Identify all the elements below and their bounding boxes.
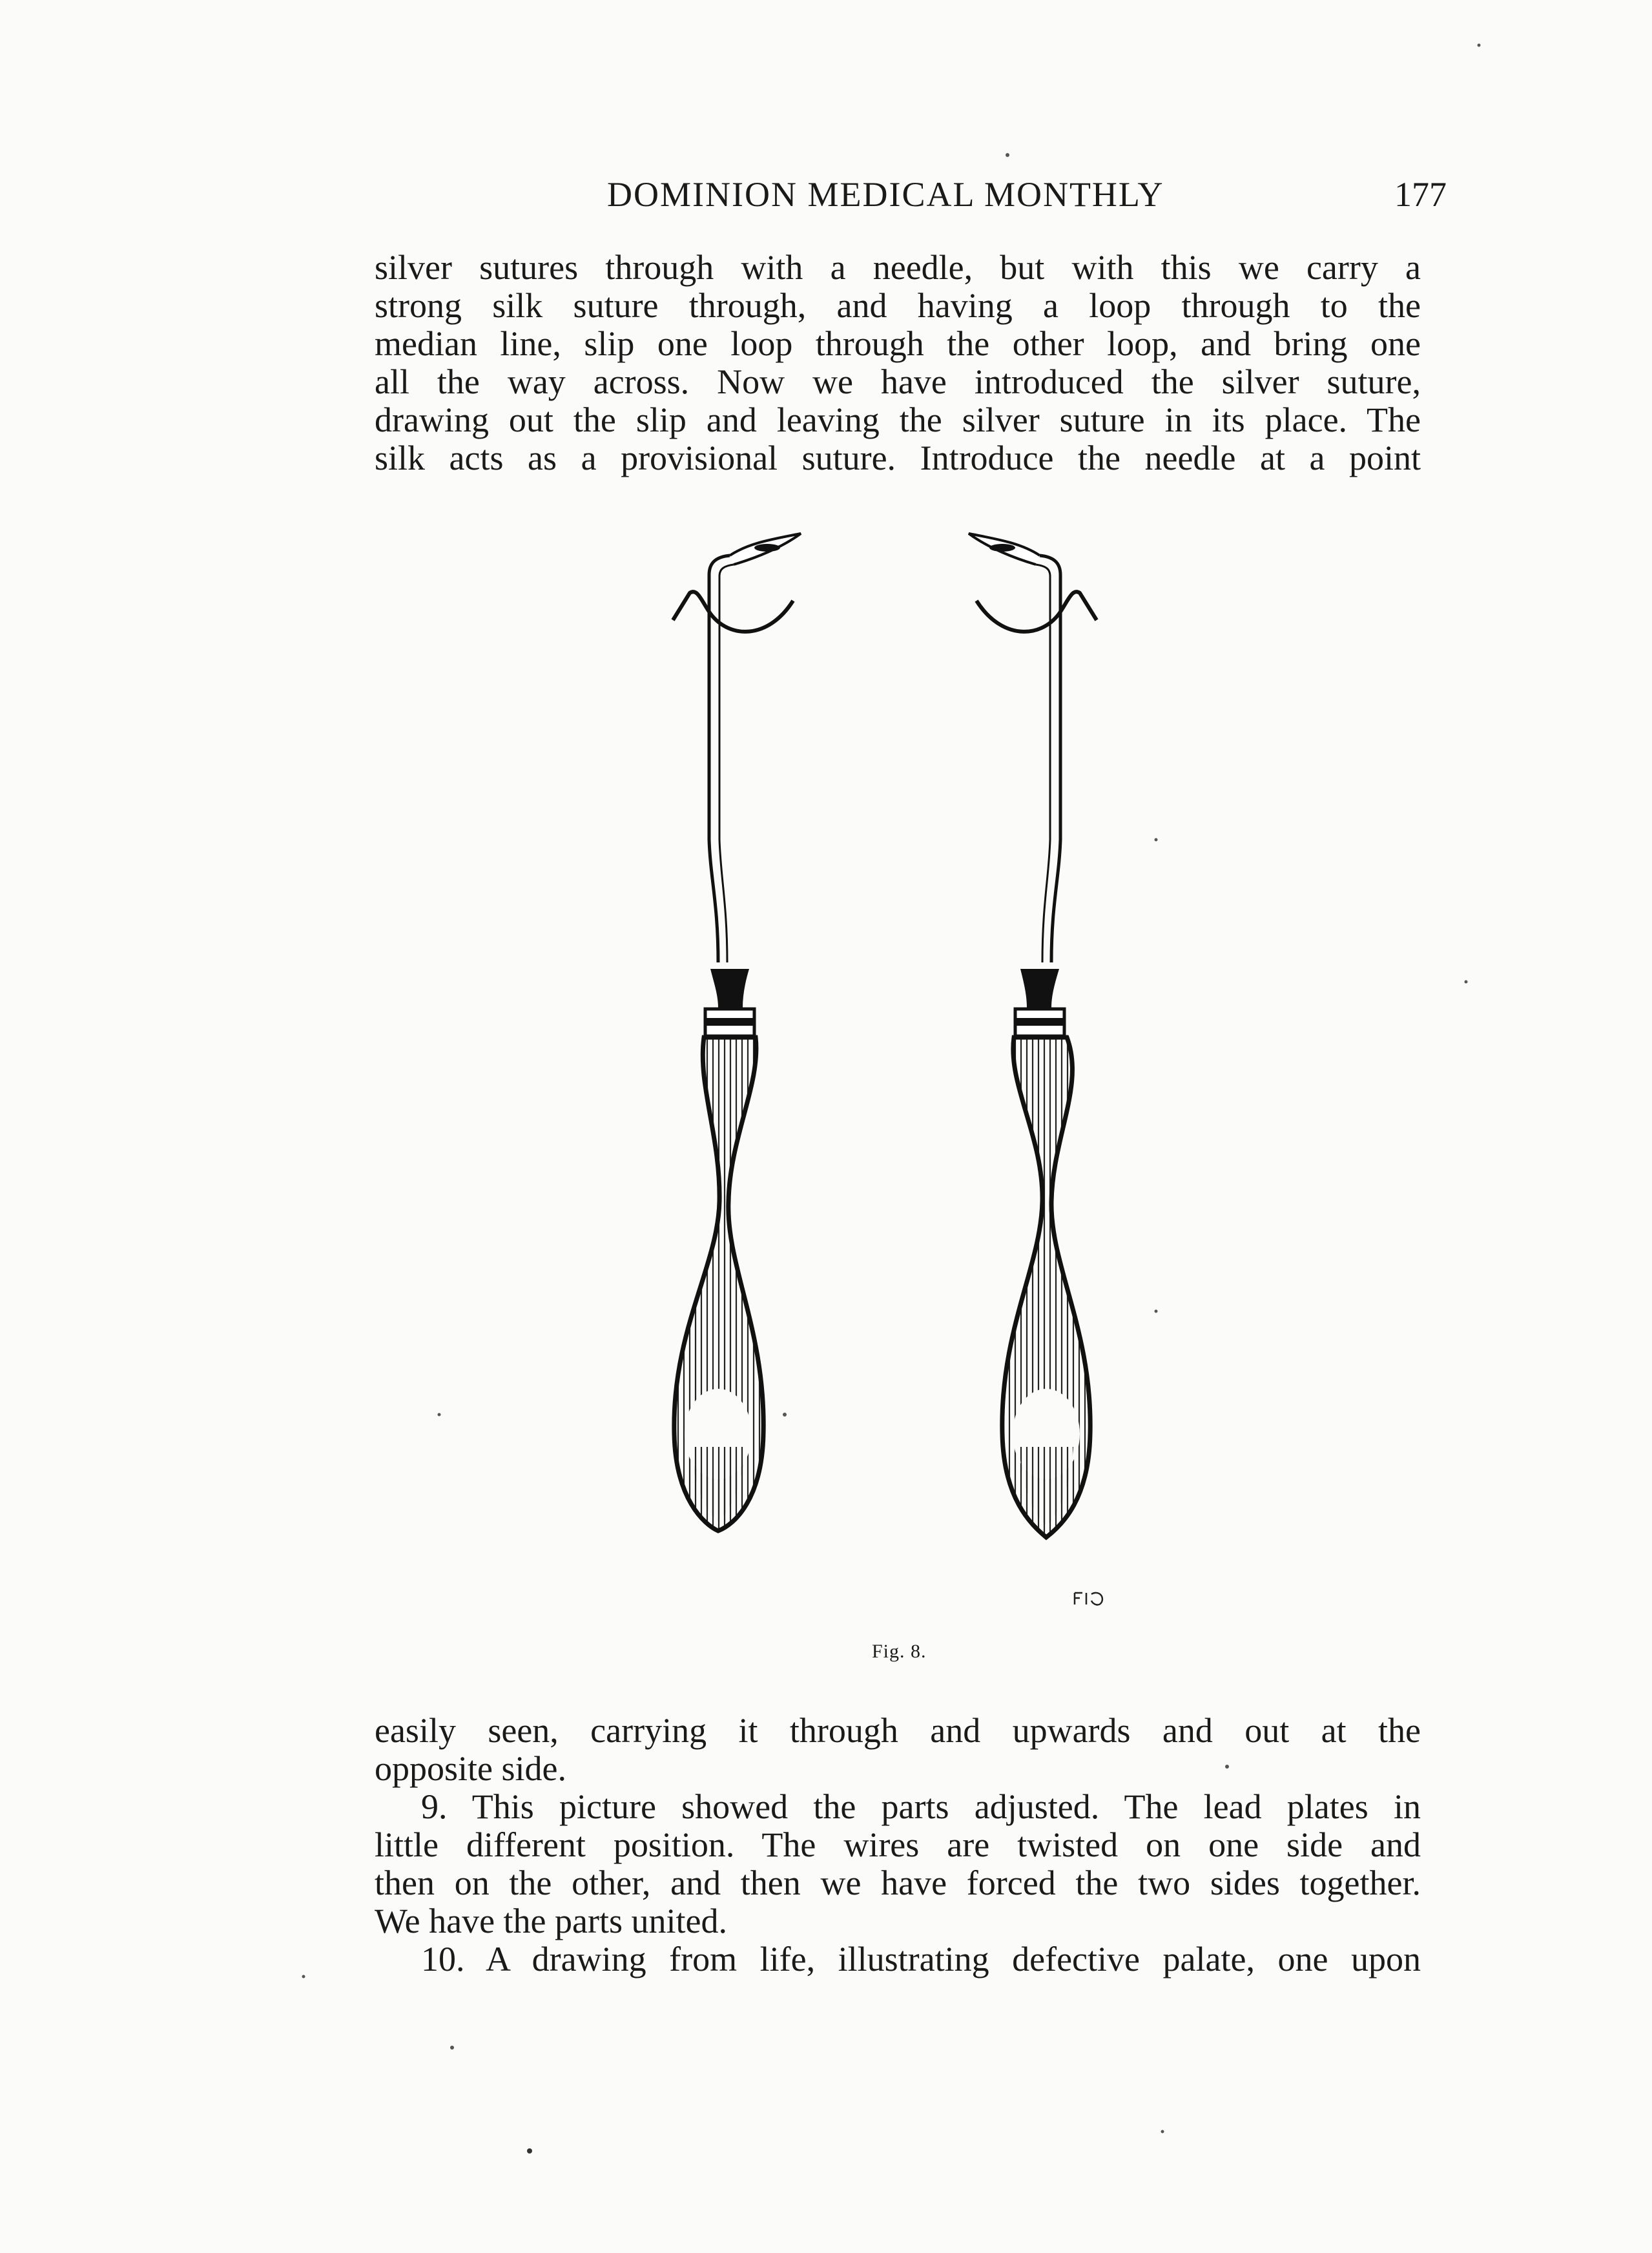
text-line: all the way across. Now we have introduced the silver suture, [375,362,1421,401]
page-number: 177 [1394,175,1447,214]
text-line: median line, slip one loop through the other loop, and bring one [375,324,1421,363]
text-line: 10. A drawing from life, illustrating defective palate, one upon [421,1940,1421,1978]
text-line: then on the other, and then we have forced the two sides together. [375,1864,1421,1902]
text-line: silver sutures through with a needle, but with this we carry a [375,248,1421,287]
text-line: silk acts as a provisional suture. Introduce the needle at a point [375,439,1421,477]
text-line: 9. This picture showed the parts adjusted. The lead plates in [421,1787,1421,1826]
text-line: easily seen, carrying it through and upwards and out at the [375,1711,1421,1750]
figure-caption: Fig. 8. [872,1641,927,1662]
text-line: drawing out the slip and leaving the silver suture in its place. The [375,400,1421,439]
text-line: opposite side. [375,1749,566,1788]
text-line: We have the parts united. [375,1902,727,1940]
text-line: strong silk suture through, and having a loop through to the [375,286,1421,325]
journal-title: DOMINION MEDICAL MONTHLY [607,175,1164,214]
text-line: little different position. The wires are twisted on one side and [375,1825,1421,1864]
